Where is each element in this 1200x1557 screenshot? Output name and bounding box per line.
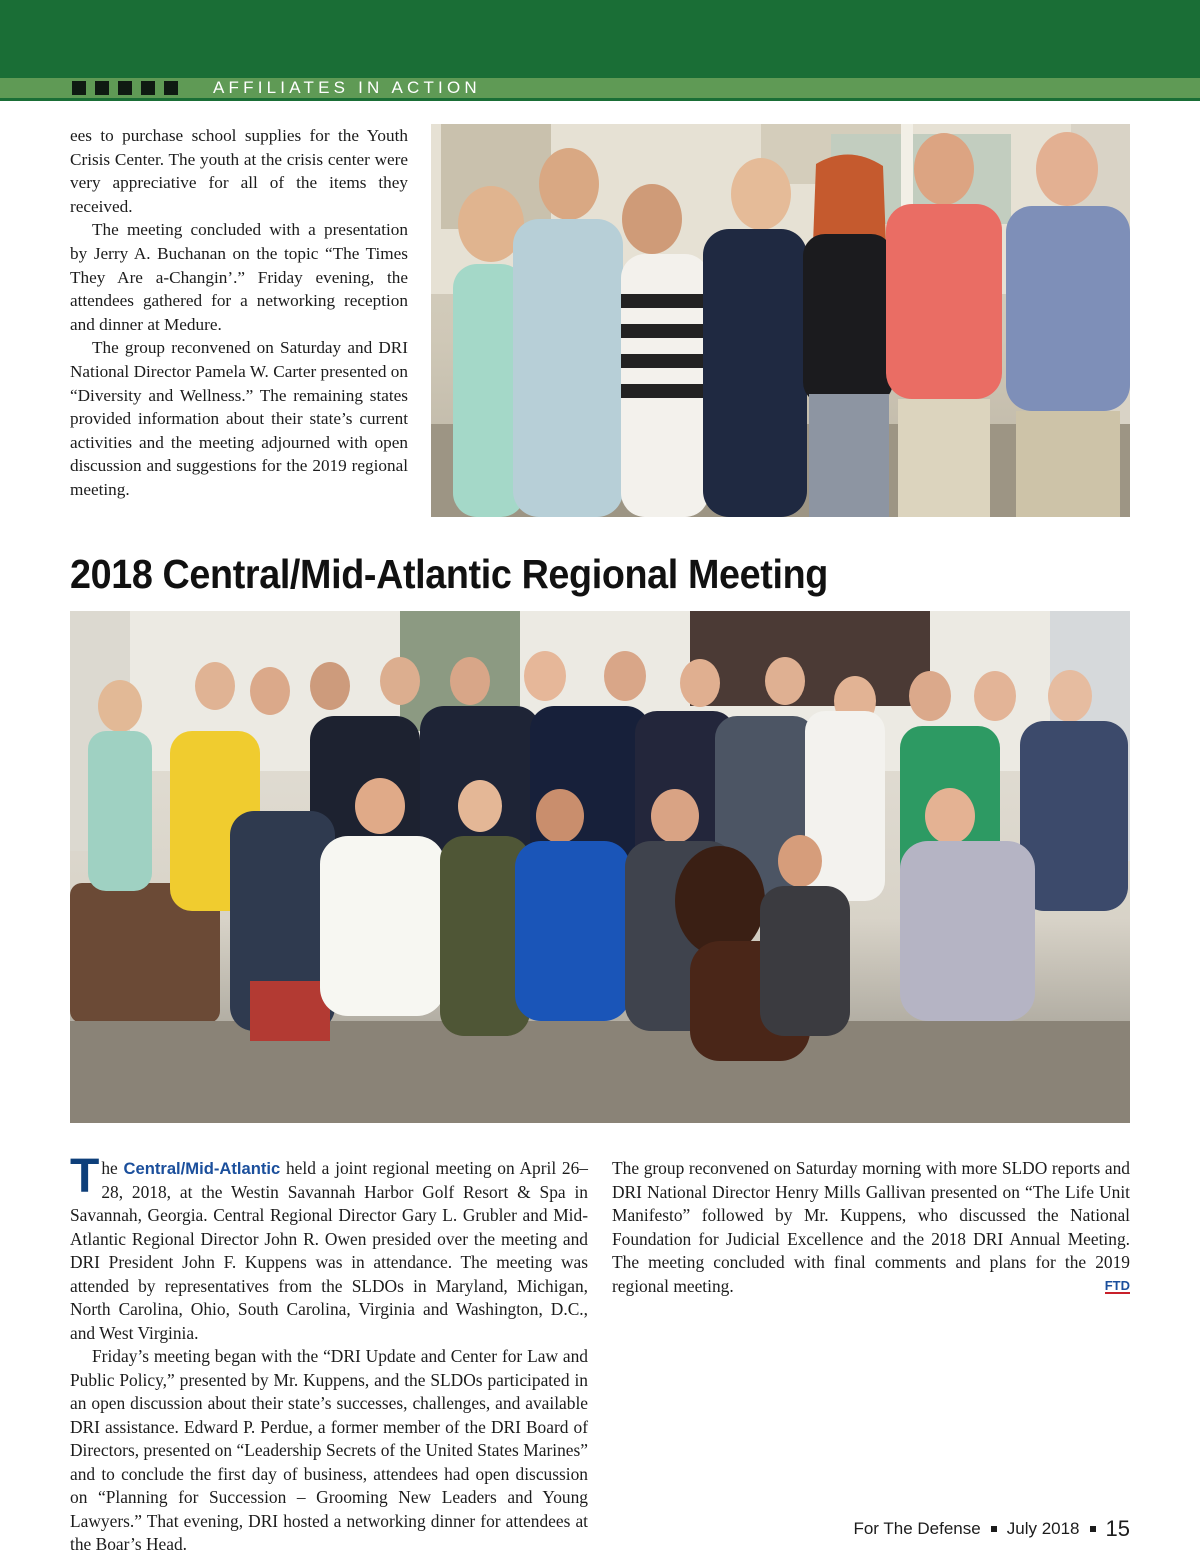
square-icon bbox=[95, 81, 109, 95]
intro-column bbox=[70, 124, 408, 502]
lead-in: he bbox=[101, 1158, 118, 1178]
intro-paragraph: ees to purchase school supplies for the Youth Crisis Center. The youth at the crisis center were very appreciative for all of the items they received. bbox=[70, 126, 408, 216]
end-mark-icon: FTD bbox=[1104, 1277, 1130, 1293]
square-icon bbox=[141, 81, 155, 95]
square-icon bbox=[118, 81, 132, 95]
publication-name: For The Defense bbox=[853, 1519, 981, 1538]
photo-main-illustration bbox=[70, 611, 1130, 1123]
lead-highlight: Central/Mid-Atlantic bbox=[123, 1159, 281, 1178]
article-paragraph-3 bbox=[612, 1157, 1130, 1298]
section-label: AFFILIATES IN ACTION bbox=[213, 78, 481, 97]
intro-paragraph: The group reconvened on Saturday and DRI National Director Pamela W. Carter presented on “Diversity and Wellness.” The remaining states provided information about their state’s current activities and the meeting adjourned with open discussion and suggestions for the 2019 regional meeting. bbox=[70, 338, 408, 499]
group-photo-main bbox=[70, 611, 1130, 1123]
square-icon bbox=[164, 81, 178, 95]
article-column-right bbox=[612, 1157, 1130, 1298]
bullet-icon bbox=[1090, 1526, 1096, 1532]
paragraph-1-text: held a joint regional meeting on April 26–28, 2018, at the Westin Savannah Harbor Golf Resort & Spa in Savannah, Georgia. Central Regional Director Gary L. Grubler and Mid-Atlantic Regional Director John R. Owen presided over the meeting and DRI President John F. Kuppens was in attendance. The meeting was attended by representatives from the SLDOs in Maryland, Michigan, North Carolina, Ohio, South Carolina, Virginia and Washington, D.C., and West Virginia. bbox=[70, 1158, 588, 1343]
issue-date: July 2018 bbox=[1006, 1519, 1080, 1538]
page-footer bbox=[853, 1516, 1130, 1542]
header-band bbox=[0, 0, 1200, 78]
article-column-left bbox=[70, 1150, 588, 1557]
section-squares bbox=[72, 81, 178, 95]
header-rule bbox=[0, 98, 1200, 101]
square-icon bbox=[72, 81, 86, 95]
section-bar bbox=[0, 78, 1200, 98]
article-headline: 2018 Central/Mid-Atlantic Regional Meeting bbox=[70, 551, 828, 597]
bullet-icon bbox=[991, 1526, 997, 1532]
photo-top-illustration bbox=[431, 124, 1130, 517]
page-number: 15 bbox=[1105, 1516, 1130, 1541]
intro-paragraph: The meeting concluded with a presentation by Jerry A. Buchanan on the topic “The Times They Are a-Changin’.” Friday evening, the attendees gathered for a networking reception and dinner at Medure. bbox=[70, 220, 408, 334]
article-paragraph-1 bbox=[70, 1150, 588, 1345]
article-paragraph-2: Friday’s meeting began with the “DRI Update and Center for Law and Public Policy,” presented by Mr. Kuppens, and the SLDOs participated in an open discussion about their state’s successes, challenges, and available DRI assistance. Edward P. Perdue, a former member of the DRI Board of Directors, presented on “Leadership Secrets of the United States Marines” and to conclude the first day of business, attendees had open discussion on “Planning for Succession – Grooming New Leaders and Young Lawyers.” That evening, DRI hosted a networking dinner for attendees at the Boar’s Head. bbox=[70, 1346, 588, 1554]
group-photo-top bbox=[431, 124, 1130, 517]
paragraph-3-text: The group reconvened on Saturday morning with more SLDO reports and DRI National Director Henry Mills Gallivan presented on “The Life Unit Manifesto” followed by Mr. Kuppens, who discussed the National Foundation for Judicial Excellence and the 2018 DRI Annual Meeting. The meeting concluded with final comments and plans for the 2019 regional meeting. bbox=[612, 1158, 1130, 1296]
drop-cap: T bbox=[70, 1150, 100, 1203]
